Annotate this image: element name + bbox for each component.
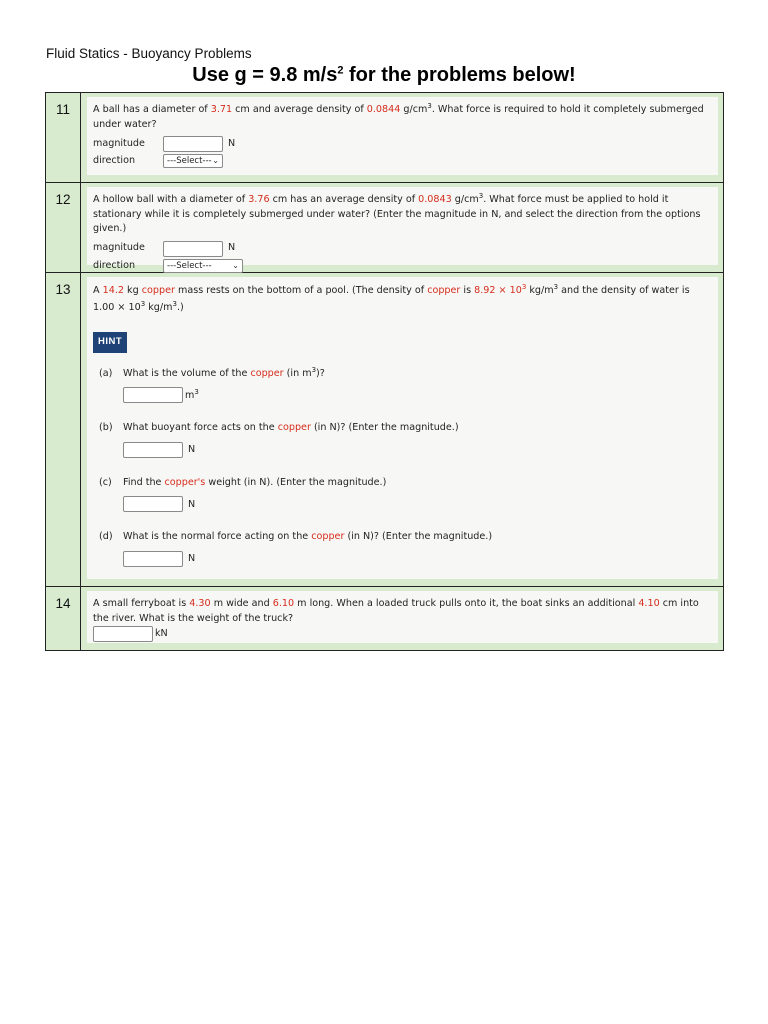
problem-text: A ball has a diameter of 3.71 cm and average density of 0.0844 $g/cm^3$. What force is required to hold it completely submerged under water? [93, 101, 704, 130]
problems-table [45, 92, 724, 651]
problem-text: A 14.2 kg copper mass rests on the bottom of a pool. (The density of copper is $8.92 \times 10^3$ $kg/m^3$ and the density of water is $1.00 \times 10^3$ $kg/m^3$.) [93, 282, 690, 313]
answer-input[interactable] [123, 551, 183, 567]
part-d: (d) What is the normal force acting on the copper (in N)? (Enter the magnitude.) N [93, 530, 712, 567]
page-title: Use g = 9.8 $m/s^2$ for the problems below! [192, 64, 576, 86]
unit-label: kN [155, 627, 168, 639]
answer-input[interactable] [93, 626, 153, 642]
unit-label: N [188, 498, 196, 510]
part-b: (b) What buoyant force acts on the copper (in N)? (Enter the magnitude.) N [93, 421, 712, 458]
part-c: (c) Find the copper's weight (in N). (Enter the magnitude.) N [93, 476, 712, 513]
direction-label: direction [93, 259, 136, 271]
magnitude-label: magnitude [93, 137, 145, 149]
chevron-down-icon: ⌄ [212, 156, 219, 165]
unit-label: N [228, 137, 236, 149]
answer-input[interactable] [123, 496, 183, 512]
problem-text: A small ferryboat is 4.30 m wide and 6.10 m long. When a loaded truck pulls onto it, the boat sinks an additional 4.10 cm into the river. What is the weight of the truck? [93, 598, 699, 624]
problem-11 [46, 93, 724, 183]
problem-panel [87, 591, 718, 643]
answer-input[interactable] [123, 387, 183, 403]
part-question: What buoyant force acts on the copper (in N)? (Enter the magnitude.) [123, 422, 459, 433]
chevron-down-icon: ⌄ [232, 260, 239, 270]
part-question: Find the copper's weight (in N). (Enter the magnitude.) [123, 476, 387, 488]
unit-label: N [188, 444, 196, 455]
problem-12 [46, 183, 724, 273]
part-question: What is the normal force acting on the copper (in N)? (Enter the magnitude.) [123, 531, 493, 542]
answer-input[interactable] [123, 442, 183, 458]
part-a: (a) What is the volume of the copper (in $m^3$)? $m^3$ [93, 367, 712, 404]
hint-button[interactable]: HINT [93, 332, 127, 353]
problem-number: 13 [55, 282, 71, 297]
problem-number: 11 [55, 102, 70, 117]
magnitude-input[interactable] [163, 241, 223, 257]
page-heading: Fluid Statics - Buoyancy Problems [46, 46, 252, 61]
unit-label: $m^3$ [185, 387, 199, 401]
problem-text: A hollow ball with a diameter of 3.76 cm has an average density of 0.0843 $g/cm^3$. What force must be applied to hold it stationary while it is completely submerged under water? (Enter the magnitude in N, and select the direction from the options given.) [93, 191, 701, 234]
problem-13 [46, 273, 724, 587]
problem-panel [87, 277, 718, 579]
part-question: What is the volume of the copper (in $m^3$)? [123, 365, 325, 379]
direction-label: direction [93, 155, 136, 166]
direction-select[interactable]: ---Select--- ⌄ [163, 154, 223, 168]
problem-number: 12 [55, 192, 71, 207]
problem-panel [87, 187, 718, 271]
magnitude-label: magnitude [93, 242, 145, 254]
unit-label: N [188, 553, 196, 564]
unit-label: N [228, 242, 236, 254]
problem-panel [87, 97, 718, 175]
problem-number: 14 [55, 596, 71, 611]
direction-select[interactable]: ---Select--- ⌄ [163, 259, 243, 273]
magnitude-input[interactable] [163, 136, 223, 152]
problem-14 [46, 587, 724, 651]
